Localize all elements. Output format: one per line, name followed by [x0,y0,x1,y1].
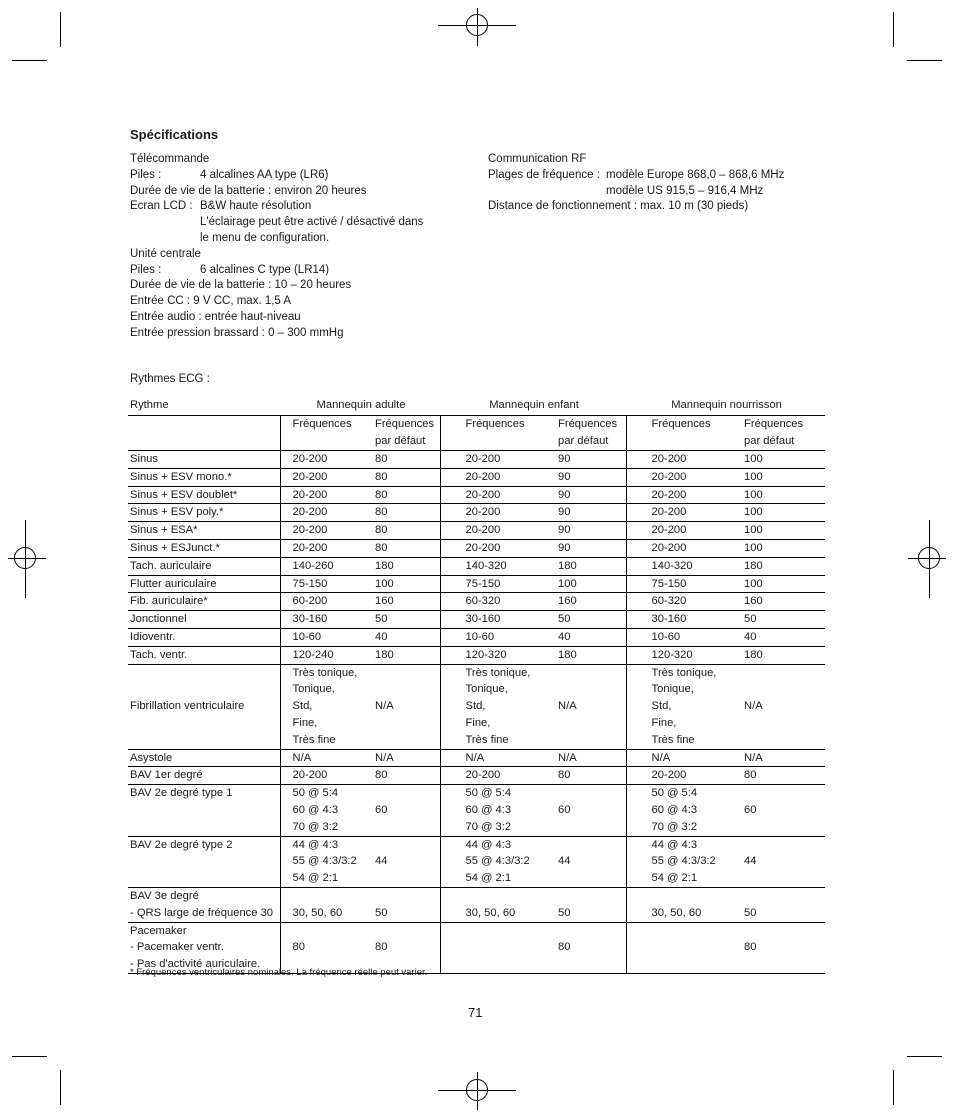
table-row [128,887,825,922]
frequency-cell: 44 @ 4:3 55 @ 4:3/3:2 54 @ 2:1 [280,836,373,887]
frequency-cell: 20-200 [440,486,533,504]
default-cell: 100 [719,451,825,469]
rf-distance: Distance de fonctionnement : max. 10 m (30 pieds) [488,200,749,213]
default-cell: 50 [719,887,825,922]
frequency-cell: 20-200 [280,451,373,469]
frequency-cell: 20-200 [440,539,533,557]
frequency-cell: 10-60 [280,628,373,646]
remote-lcd-note: L'éclairage peut être activé / désactivé dans [200,216,424,229]
frequency-cell: 20-200 [626,451,719,469]
default-cell: 180 [373,557,440,575]
frequency-cell: 120-320 [440,646,533,664]
frequency-cell: 20-200 [440,522,533,540]
crop-mark [12,60,47,61]
table-row [128,557,825,575]
frequency-cell: 44 @ 4:3 55 @ 4:3/3:2 54 @ 2:1 [626,836,719,887]
default-cell: 80 [373,486,440,504]
frequency-cell: 140-320 [626,557,719,575]
frequency-cell: 20-200 [626,522,719,540]
crop-mark [907,60,942,61]
frequency-cell: 50 @ 5:4 60 @ 4:3 70 @ 3:2 [626,785,719,836]
rhythm-name: Sinus + ESV mono.* [128,468,280,486]
default-cell: 80 [373,504,440,522]
table-row [128,575,825,593]
default-cell: N/A [373,664,440,749]
rhythm-name: BAV 2e degré type 1 [128,785,280,836]
default-cell: 90 [533,451,626,469]
frequency-cell [440,922,533,973]
frequency-cell: 50 @ 5:4 60 @ 4:3 70 @ 3:2 [440,785,533,836]
frequency-cell: 30, 50, 60 [440,887,533,922]
default-cell: 90 [533,522,626,540]
default-cell: N/A [533,664,626,749]
default-cell: 100 [533,575,626,593]
default-cell: 50 [533,611,626,629]
frequency-cell: 20-200 [626,486,719,504]
default-cell: 40 [719,628,825,646]
table-header-row [128,395,825,416]
default-cell: N/A [373,749,440,767]
column-header-rythme: Rythme [128,395,280,416]
table-row [128,922,825,973]
default-cell: 44 [719,836,825,887]
table-row [128,646,825,664]
frequency-cell: 20-200 [280,504,373,522]
default-cell: 50 [719,611,825,629]
central-piles-label: Piles : [130,263,162,276]
footnote: * Fréquences ventriculaires nominales. La fréquence réelle peut varier. [130,967,428,978]
remote-heading: Télécommande [130,153,210,165]
default-cell: 50 [373,611,440,629]
remote-lcd-note: le menu de configuration. [200,231,330,244]
table-subheader-row [128,416,825,451]
frequency-cell: 20-200 [280,539,373,557]
remote-battery-life: Durée de vie de la batterie : environ 20 heures [130,184,367,197]
frequency-cell: Très tonique, Tonique, Std, Fine, Très fine [440,664,533,749]
frequency-cell: 10-60 [440,628,533,646]
table-row [128,522,825,540]
frequency-cell: 20-200 [280,486,373,504]
rf-ranges-label: Plages de fréquence : [488,168,600,181]
default-cell: 80 [533,767,626,785]
frequency-cell: 75-150 [280,575,373,593]
default-cell: 80 [373,522,440,540]
frequency-cell: 120-320 [626,646,719,664]
default-cell: 90 [533,504,626,522]
default-cell: 60 [719,785,825,836]
ecg-rhythm-table [128,395,825,974]
ecg-section-label: Rythmes ECG : [130,373,210,385]
default-cell: 180 [719,557,825,575]
default-cell: 60 [533,785,626,836]
rhythm-name: Sinus + ESV doublet* [128,486,280,504]
default-cell: 100 [719,468,825,486]
frequency-cell: 20-200 [626,468,719,486]
default-cell: 100 [719,522,825,540]
frequency-cell: 60-320 [440,593,533,611]
frequency-cell: 20-200 [280,522,373,540]
default-cell: 100 [719,504,825,522]
subheader-default: Fréquences par défaut [373,416,440,451]
default-cell: 80 [719,767,825,785]
frequency-cell: 20-200 [440,767,533,785]
subheader-default: Fréquences par défaut [719,416,825,451]
frequency-cell: 80 [280,922,373,973]
frequency-cell: 60-200 [280,593,373,611]
frequency-cell: 120-240 [280,646,373,664]
frequency-cell: 75-150 [626,575,719,593]
frequency-cell: 44 @ 4:3 55 @ 4:3/3:2 54 @ 2:1 [440,836,533,887]
central-dc-input: Entrée CC : 9 V CC, max. 1,5 A [130,295,292,308]
crop-mark [893,12,894,47]
central-battery-life: Durée de vie de la batterie : 10 – 20 heures [130,279,352,292]
default-cell: 80 [373,451,440,469]
frequency-cell: 20-200 [440,504,533,522]
default-cell: N/A [719,749,825,767]
default-cell: 44 [373,836,440,887]
page-number: 71 [468,1005,483,1020]
table-row [128,504,825,522]
rhythm-name: Tach. auriculaire [128,557,280,575]
frequency-cell: 20-200 [626,504,719,522]
column-group-infant: Mannequin nourrisson [626,395,825,416]
frequency-cell: N/A [440,749,533,767]
rhythm-name: Pacemaker - Pacemaker ventr. - Pas d'activité auriculaire. [128,922,280,973]
frequency-cell: 20-200 [440,451,533,469]
rhythm-name: Sinus + ESA* [128,522,280,540]
central-heading: Unité centrale [130,247,201,260]
default-cell: 80 [373,539,440,557]
table-row [128,836,825,887]
remote-lcd-label: Ecran LCD : [130,200,193,213]
rhythm-name: Fibrillation ventriculaire [128,664,280,749]
rhythm-name: BAV 1er degré [128,767,280,785]
frequency-cell: 75-150 [440,575,533,593]
rhythm-name: BAV 2e degré type 2 [128,836,280,887]
frequency-cell [626,922,719,973]
table-row [128,539,825,557]
frequency-cell: 60-320 [626,593,719,611]
default-cell: 40 [533,628,626,646]
frequency-cell: Très tonique, Tonique, Std, Fine, Très fine [280,664,373,749]
remote-piles-label: Piles : [130,168,162,181]
central-cuff-input: Entrée pression brassard : 0 – 300 mmHg [130,326,344,339]
frequency-cell: 20-200 [440,468,533,486]
rhythm-name: Asystole [128,749,280,767]
rf-range-us: modèle US 915,5 – 916,4 MHz [606,184,764,197]
frequency-cell: 20-200 [280,767,373,785]
default-cell: 160 [719,593,825,611]
remote-lcd-value: B&W haute résolution [200,200,312,213]
default-cell: 80 [533,922,626,973]
frequency-cell: 30, 50, 60 [626,887,719,922]
table-row [128,451,825,469]
crop-mark [60,1070,61,1105]
subheader-frequencies: Fréquences [280,416,373,451]
default-cell: 100 [719,539,825,557]
table-row [128,767,825,785]
default-cell: 160 [373,593,440,611]
frequency-cell: 20-200 [280,468,373,486]
crop-mark [12,1056,47,1057]
default-cell: 180 [719,646,825,664]
default-cell: 44 [533,836,626,887]
table-row [128,611,825,629]
default-cell: 40 [373,628,440,646]
frequency-cell: 20-200 [626,539,719,557]
rhythm-name: Tach. ventr. [128,646,280,664]
page-title: Spécifications [130,127,219,142]
frequency-cell: 20-200 [626,767,719,785]
rhythm-name: Flutter auriculaire [128,575,280,593]
default-cell: 160 [533,593,626,611]
rhythm-name: Sinus + ESV poly.* [128,504,280,522]
remote-piles-value: 4 alcalines AA type (LR6) [200,168,329,181]
subheader-default: Fréquences par défaut [533,416,626,451]
subheader-frequencies: Fréquences [440,416,533,451]
subheader-frequencies: Fréquences [626,416,719,451]
table-row [128,468,825,486]
rf-range-eu: modèle Europe 868,0 – 868,6 MHz [606,168,785,181]
default-cell: N/A [719,664,825,749]
frequency-cell: 30-160 [626,611,719,629]
rhythm-name: Idioventr. [128,628,280,646]
default-cell: 100 [373,575,440,593]
rhythm-name: Sinus [128,451,280,469]
default-cell: 90 [533,486,626,504]
central-audio-input: Entrée audio : entrée haut-niveau [130,310,301,323]
default-cell: 80 [373,922,440,973]
column-group-child: Mannequin enfant [440,395,626,416]
rhythm-name: BAV 3e degré - QRS large de fréquence 30 [128,887,280,922]
default-cell: 100 [719,575,825,593]
rhythm-name: Jonctionnel [128,611,280,629]
default-cell: 50 [533,887,626,922]
default-cell: 50 [373,887,440,922]
column-group-adult: Mannequin adulte [280,395,440,416]
crop-mark [907,1056,942,1057]
frequency-cell: N/A [280,749,373,767]
frequency-cell: 30-160 [280,611,373,629]
default-cell: 80 [719,922,825,973]
frequency-cell: N/A [626,749,719,767]
rhythm-name: Sinus + ESJunct.* [128,539,280,557]
table-row [128,486,825,504]
frequency-cell: 140-320 [440,557,533,575]
table-row [128,785,825,836]
central-piles-value: 6 alcalines C type (LR14) [200,263,330,276]
frequency-cell: 30, 50, 60 [280,887,373,922]
crop-mark [60,12,61,47]
default-cell: 60 [373,785,440,836]
frequency-cell: Très tonique, Tonique, Std, Fine, Très fine [626,664,719,749]
default-cell: 180 [533,646,626,664]
default-cell: 80 [373,468,440,486]
rhythm-name: Fib. auriculaire* [128,593,280,611]
default-cell: 90 [533,539,626,557]
default-cell: 90 [533,468,626,486]
frequency-cell: 30-160 [440,611,533,629]
default-cell: 80 [373,767,440,785]
frequency-cell: 50 @ 5:4 60 @ 4:3 70 @ 3:2 [280,785,373,836]
default-cell: N/A [533,749,626,767]
table-row [128,664,825,749]
default-cell: 100 [719,486,825,504]
table-row [128,593,825,611]
table-row [128,628,825,646]
spec-right-column [488,152,784,215]
table-row [128,749,825,767]
default-cell: 180 [533,557,626,575]
rf-heading: Communication RF [488,153,587,165]
frequency-cell: 10-60 [626,628,719,646]
frequency-cell: 140-260 [280,557,373,575]
default-cell: 180 [373,646,440,664]
crop-mark [893,1070,894,1105]
spec-left-column [130,152,423,342]
